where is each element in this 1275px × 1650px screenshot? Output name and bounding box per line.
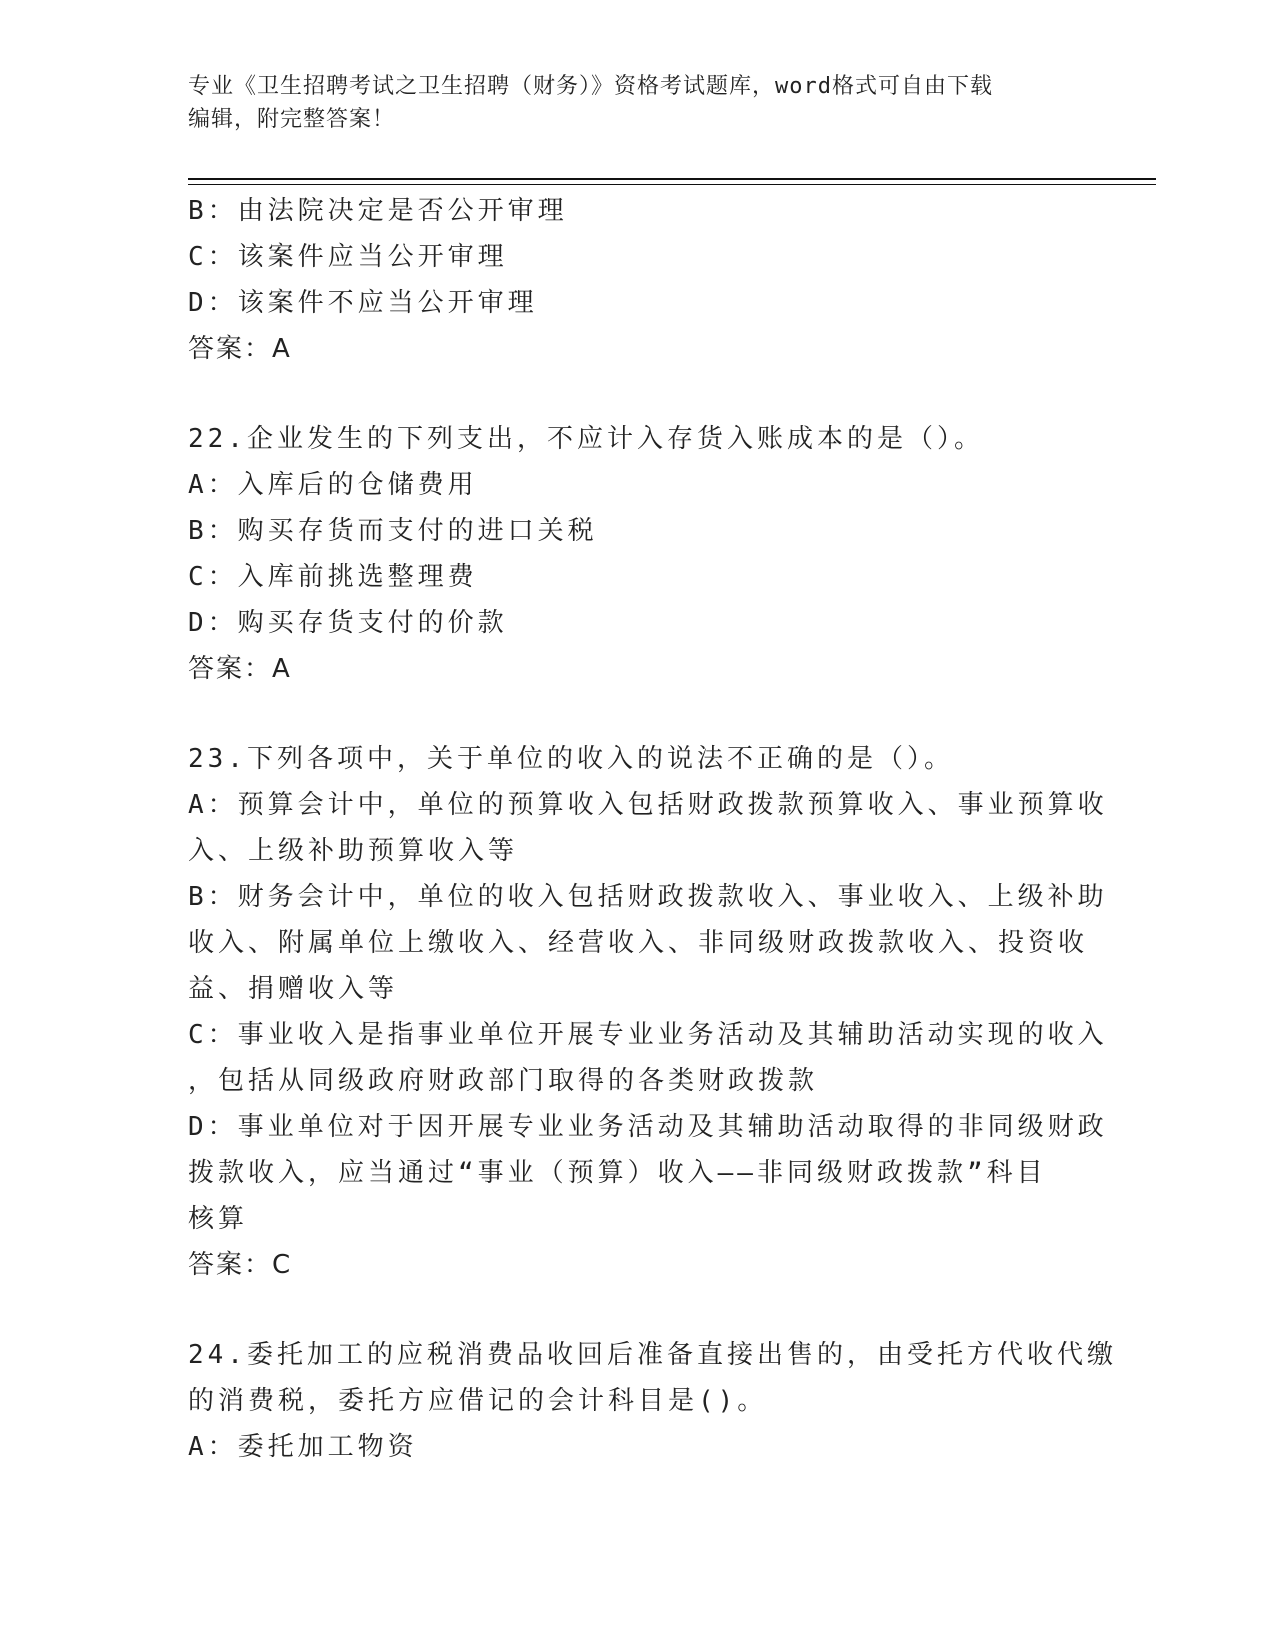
q23-option-a-line-1: A：预算会计中，单位的预算收入包括财政拨款预算收入、事业预算收 (188, 790, 1108, 820)
header-line-2: 编辑，附完整答案！ (188, 107, 396, 132)
question-23 (188, 736, 1108, 1288)
q22-option-b: B：购买存货而支付的进口关税 (188, 516, 598, 546)
q23-option-d-line-3: 核算 (188, 1204, 249, 1234)
q21-answer: 答案：A (188, 334, 292, 364)
q23-option-b-line-1: B：财务会计中，单位的收入包括财政拨款收入、事业收入、上级补助 (188, 882, 1108, 912)
question-21-tail (188, 188, 1088, 372)
q22-option-c: C：入库前挑选整理费 (188, 562, 478, 592)
q24-stem-line-1: 24.委托加工的应税消费品收回后准备直接出售的，由受托方代收代缴 (188, 1340, 1117, 1370)
header-divider-thin (188, 184, 1156, 185)
q21-option-b: B：由法院决定是否公开审理 (188, 196, 568, 226)
q22-answer: 答案：A (188, 654, 292, 684)
spacer (188, 1288, 1088, 1332)
q23-option-c-line-2: ，包括从同级政府财政部门取得的各类财政拨款 (188, 1066, 819, 1096)
q24-stem-line-2: 的消费税，委托方应借记的会计科目是()。 (188, 1386, 768, 1416)
q24-option-a: A：委托加工物资 (188, 1432, 418, 1462)
spacer (188, 692, 1088, 736)
question-content (188, 188, 1117, 1470)
q21-option-d: D：该案件不应当公开审理 (188, 288, 538, 318)
q23-stem: 23.下列各项中，关于单位的收入的说法不正确的是（）。 (188, 744, 954, 774)
header-line-1: 专业《卫生招聘考试之卫生招聘（财务）》资格考试题库，word格式可自由下载 (188, 74, 993, 99)
q23-option-a-line-2: 入、上级补助预算收入等 (188, 836, 519, 866)
question-24 (188, 1332, 1117, 1470)
q21-option-c: C：该案件应当公开审理 (188, 242, 508, 272)
document-header (188, 70, 1068, 136)
question-22 (188, 416, 1088, 692)
q23-option-c-line-1: C：事业收入是指事业单位开展专业业务活动及其辅助活动实现的收入 (188, 1020, 1108, 1050)
q23-answer: 答案：C (188, 1250, 293, 1280)
q23-option-b-line-3: 益、捐赠收入等 (188, 974, 399, 1004)
q22-option-a: A：入库后的仓储费用 (188, 470, 478, 500)
q22-stem: 22.企业发生的下列支出，不应计入存货入账成本的是（）。 (188, 424, 984, 454)
q23-option-d-line-1: D：事业单位对于因开展专业业务活动及其辅助活动取得的非同级财政 (188, 1112, 1108, 1142)
q23-option-d-line-2: 拨款收入，应当通过“事业（预算）收入——非同级财政拨款”科目 (188, 1158, 1047, 1188)
q23-option-b-line-2: 收入、附属单位上缴收入、经营收入、非同级财政拨款收入、投资收 (188, 928, 1089, 958)
header-divider-thick (188, 178, 1156, 180)
spacer (188, 372, 1088, 416)
q22-option-d: D：购买存货支付的价款 (188, 608, 508, 638)
